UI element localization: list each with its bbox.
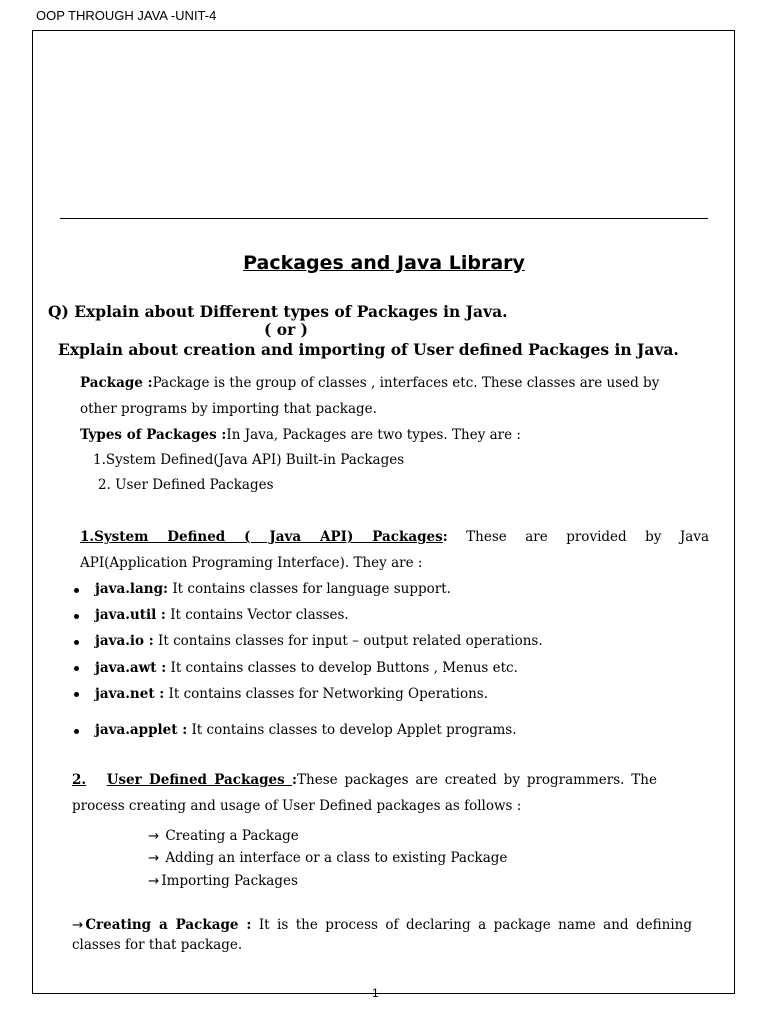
types-item-2: 2. User Defined Packages [98, 477, 274, 493]
bullet-dot [74, 729, 79, 734]
user-defined-heading-line [72, 772, 657, 788]
api-desc: It contains Vector classes. [165, 607, 349, 623]
user-defined-text-2: process creating and usage of User Defined packages as follows : [72, 798, 522, 814]
api-name: java.awt : [95, 660, 167, 676]
step-label: Adding an interface or a class to existing Package [165, 850, 508, 866]
step-importing-packages [148, 873, 298, 889]
step-label: Creating a Package [165, 828, 299, 844]
types-line [80, 427, 521, 443]
system-defined-number: 1. [80, 529, 95, 545]
api-name: java.util : [95, 607, 166, 623]
horizontal-rule [60, 218, 708, 219]
system-defined-heading-line [80, 529, 709, 545]
api-item-util [95, 607, 349, 623]
system-defined-text-1: These are provided by Java [466, 529, 710, 545]
types-label: Types of Packages : [80, 427, 227, 443]
user-defined-text-1: These packages are created by programmers. The [297, 772, 657, 788]
api-desc: It contains classes for Networking Operations. [164, 686, 489, 702]
bullet-dot [74, 692, 79, 697]
user-defined-number: 2. [72, 772, 87, 788]
types-text: In Java, Packages are two types. They are : [226, 427, 521, 443]
creating-text-1: It is the process of declaring a package name and defining [258, 917, 692, 933]
page-number: 1 [372, 986, 379, 1000]
api-item-applet [95, 722, 517, 738]
api-name: java.applet : [95, 722, 188, 738]
api-name: java.lang: [95, 581, 169, 597]
step-creating-package [148, 828, 299, 844]
api-name: java.net : [95, 686, 165, 702]
api-desc: It contains classes for input – output related operations. [153, 633, 543, 649]
page-header: OOP THROUGH JAVA -UNIT-4 [36, 8, 217, 23]
api-item-awt [95, 660, 518, 676]
arrow-right-icon: → [72, 917, 84, 933]
package-definition-line-1 [80, 375, 659, 391]
api-desc: It contains classes to develop Applet programs. [187, 722, 517, 738]
bullet-dot [74, 588, 79, 593]
creating-text-2: classes for that package. [72, 937, 243, 953]
package-text-2: other programs by importing that package. [80, 401, 377, 417]
creating-label: Creating a Package : [85, 917, 252, 933]
user-defined-colon: : [292, 772, 297, 788]
bullet-dot [74, 640, 79, 645]
api-desc: It contains classes to develop Buttons , Menus etc. [166, 660, 518, 676]
api-item-net [95, 686, 488, 702]
api-name: java.io : [95, 633, 154, 649]
user-defined-heading: User Defined Packages [106, 772, 293, 788]
types-item-1: 1.System Defined(Java API) Built-in Packages [93, 452, 405, 468]
api-item-io [95, 633, 543, 649]
question-or: ( or ) [264, 320, 308, 339]
arrow-right-icon: → [148, 850, 160, 866]
creating-package-line [72, 917, 692, 933]
package-label: Package : [80, 375, 153, 391]
arrow-right-icon: → [148, 873, 160, 889]
bullet-dot [74, 666, 79, 671]
api-item-lang [95, 581, 451, 597]
arrow-right-icon: → [148, 828, 160, 844]
question-line-2: Explain about creation and importing of User defined Packages in Java. [58, 340, 679, 359]
bullet-dot [74, 614, 79, 619]
step-label: Importing Packages [161, 873, 298, 889]
package-text-1: Package is the group of classes , interfaces etc. These classes are used by [152, 375, 660, 391]
step-adding-interface [148, 850, 507, 866]
system-defined-colon: : [442, 529, 448, 545]
page-title: Packages and Java Library [243, 252, 525, 274]
system-defined-text-2: API(Application Programing Interface). They are : [80, 555, 423, 571]
api-desc: It contains classes for language support. [168, 581, 451, 597]
question-line-1: Q) Explain about Different types of Packages in Java. [48, 302, 508, 321]
system-defined-heading: System Defined ( Java API) Packages [94, 529, 443, 545]
